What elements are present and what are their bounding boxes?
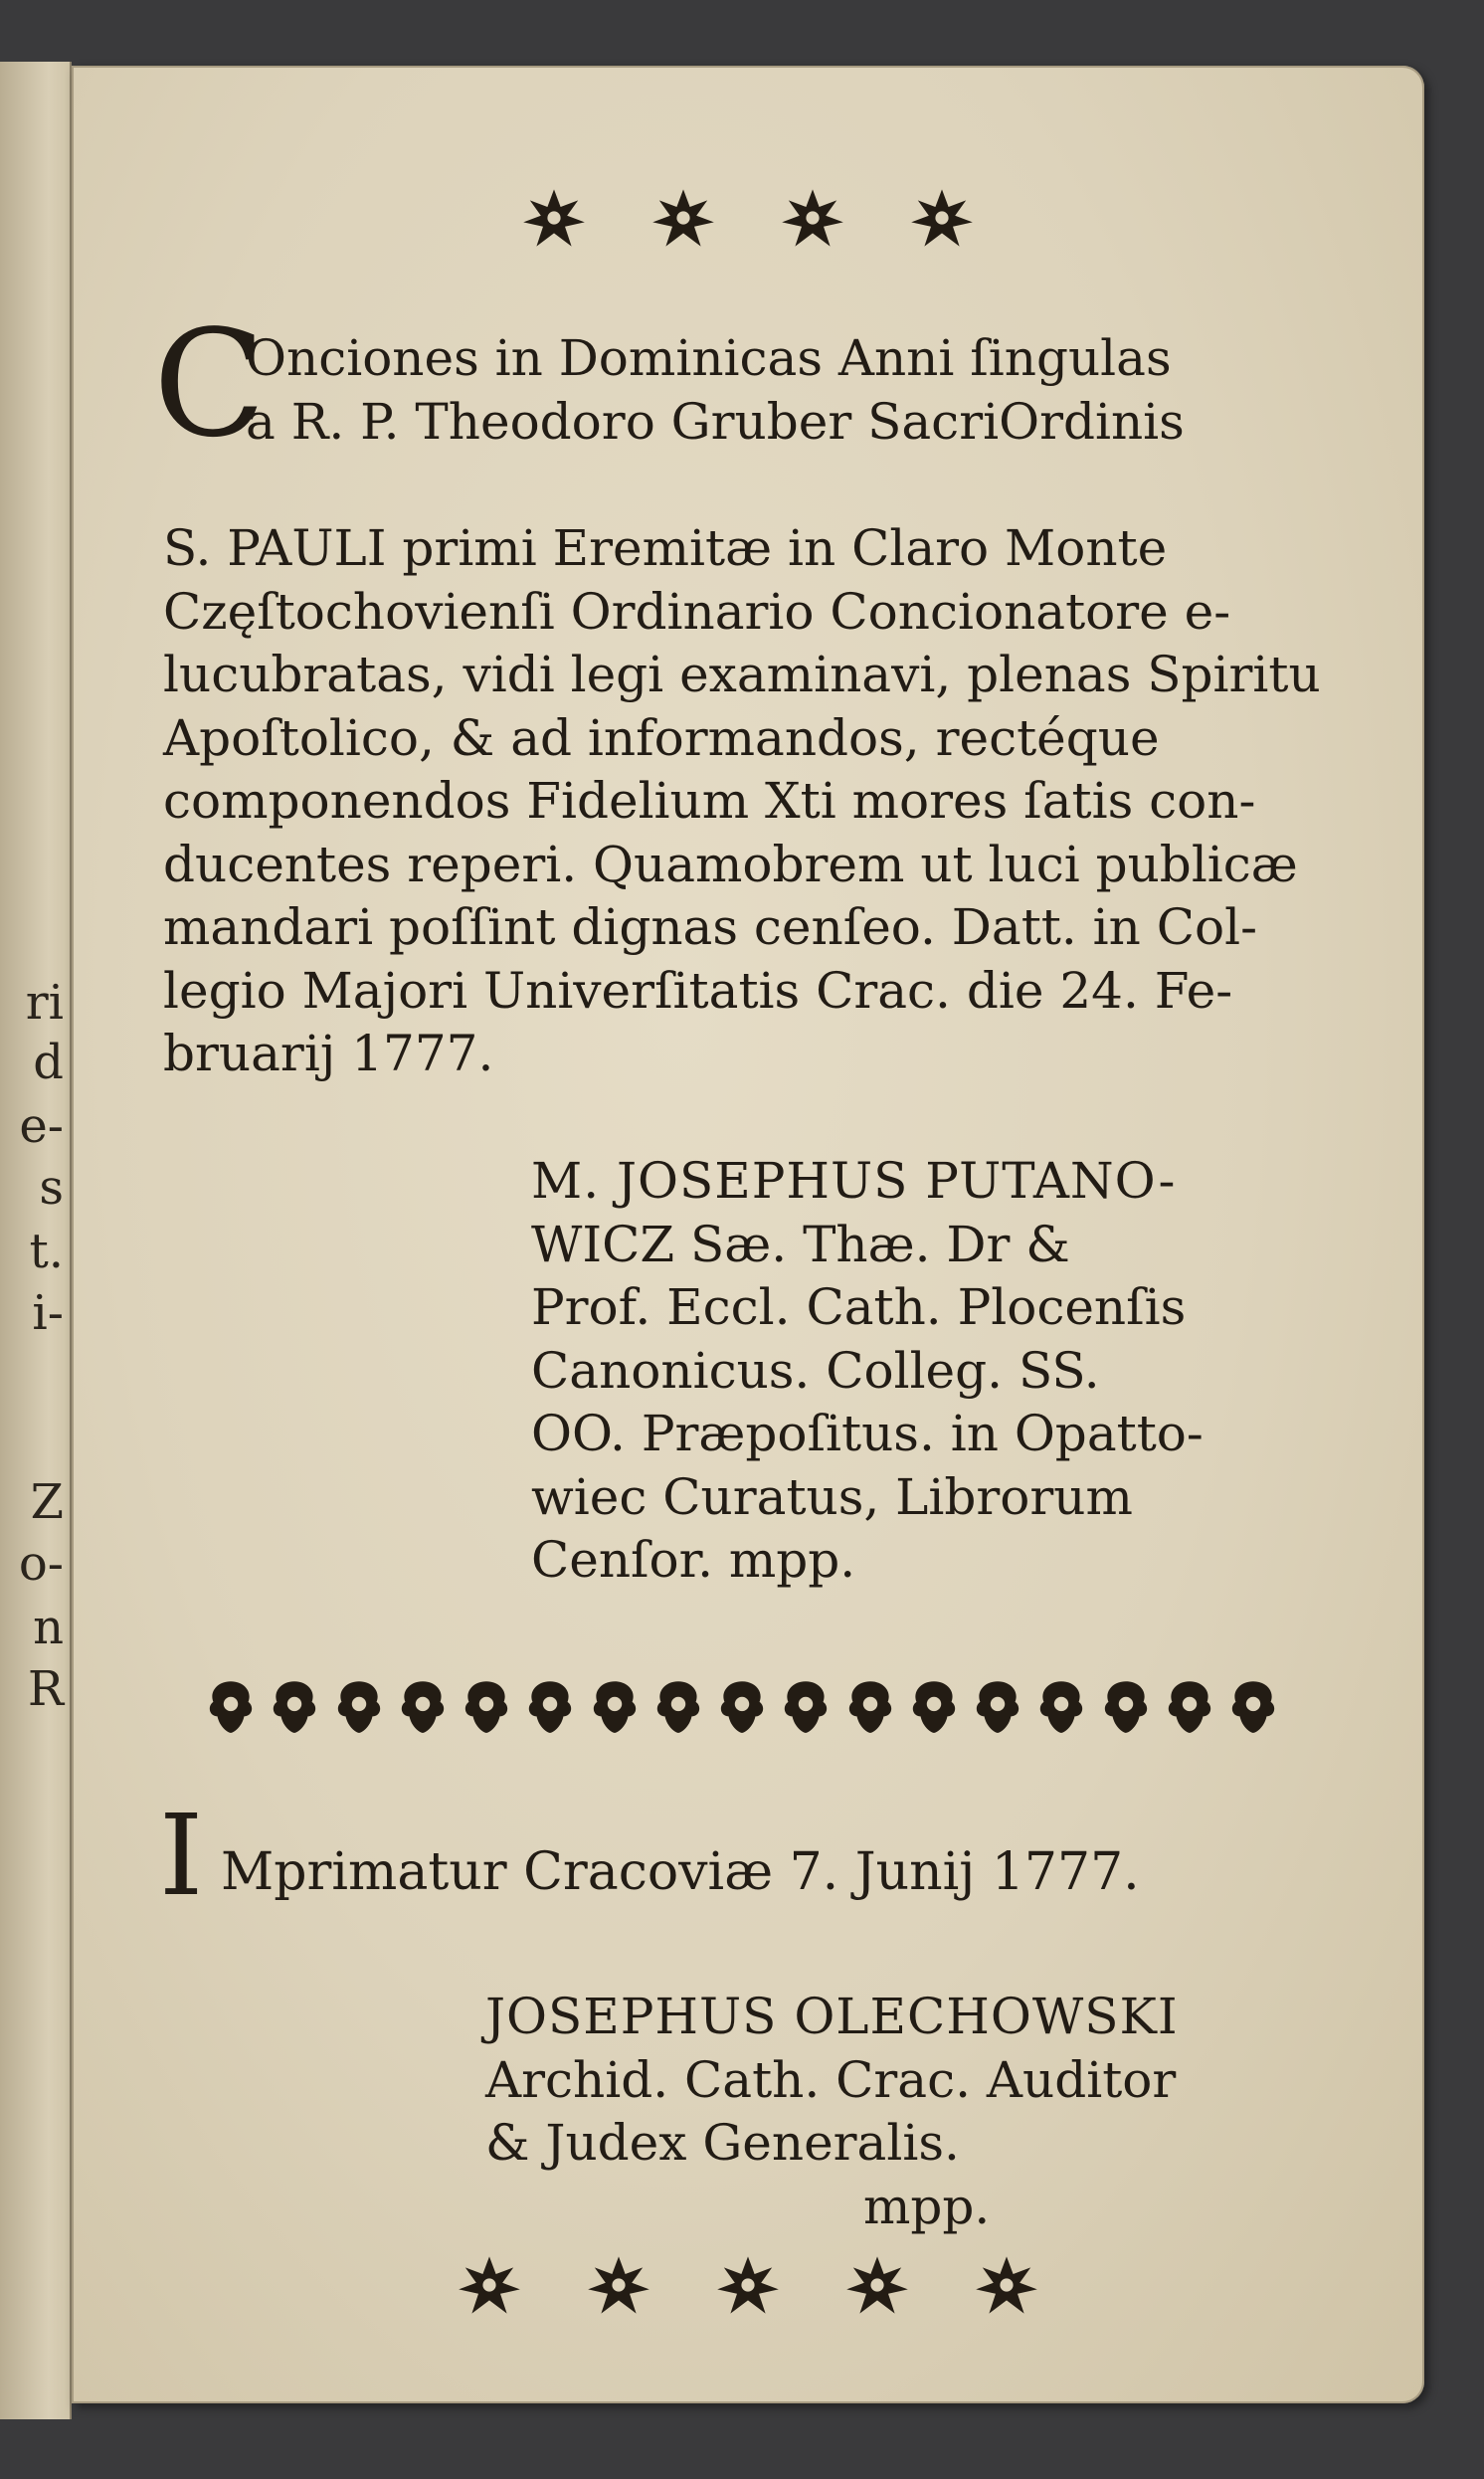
vine-ornament-icon — [333, 1675, 385, 1737]
fleuron-ornament-icon — [780, 185, 845, 251]
facing-page-fragment: n — [33, 1600, 64, 1655]
text-line: componendos Fidelium Xti mores ſatis con- — [163, 772, 1256, 830]
vine-ornament-icon — [972, 1675, 1023, 1737]
text-line: mpp. — [863, 2177, 991, 2235]
text-line: & Judex Generalis. — [485, 2114, 960, 2172]
fleuron-ornament-icon — [457, 2252, 522, 2318]
facing-page-fragment: s — [39, 1160, 64, 1216]
text-line: lucubratas, vidi legi examinavi, plenas Spiritu — [163, 646, 1321, 703]
facing-page-fragment: o- — [18, 1536, 64, 1592]
vine-ornament-icon — [589, 1675, 641, 1737]
text-line: a R. P. Theodoro Gruber SacriOrdinis — [246, 393, 1185, 451]
facing-page-fragment: d — [33, 1035, 64, 1090]
bottom-ornament-row — [72, 2252, 1424, 2318]
fleuron-ornament-icon — [521, 185, 587, 251]
vine-ornament-icon — [397, 1675, 449, 1737]
text-line: ducentes reperi. Quamobrem ut luci publicæ — [163, 835, 1298, 893]
drop-cap-initial: C — [153, 298, 267, 470]
vine-ornament-icon — [205, 1675, 257, 1737]
text-line: legio Majori Univerſitatis Crac. die 24. Fe- — [163, 961, 1233, 1020]
vine-ornament-icon — [461, 1675, 512, 1737]
facing-page-fragment: t. — [29, 1224, 64, 1279]
facing-page-fragment: R — [27, 1661, 64, 1717]
text-line: JOSEPHUS OLECHOWSKI — [485, 1988, 1179, 2045]
facing-page-fragment: i- — [32, 1285, 64, 1341]
text-line: S. PAULI primi Eremitæ in Claro Monte — [163, 519, 1168, 577]
censura-opening — [246, 326, 1350, 454]
text-line: Prof. Eccl. Cath. Plocenſis — [531, 1278, 1187, 1336]
vine-ornament-icon — [524, 1675, 576, 1737]
vine-ornament-icon — [1227, 1675, 1279, 1737]
decorative-vine-border — [205, 1675, 1279, 1737]
vine-ornament-icon — [908, 1675, 960, 1737]
text-line: Onciones in Dominicas Anni ſingulas — [246, 329, 1172, 387]
facing-page-fragment: e- — [19, 1098, 64, 1154]
text-line: mandari poſſint dignas cenſeo. Datt. in Col- — [163, 898, 1257, 956]
vine-ornament-icon — [652, 1675, 704, 1737]
fleuron-ornament-icon — [586, 2252, 651, 2318]
facing-page-fragment: ri — [25, 975, 64, 1031]
fleuron-ornament-icon — [844, 2252, 910, 2318]
vine-ornament-icon — [269, 1675, 320, 1737]
text-line: Archid. Cath. Crac. Auditor — [485, 2050, 1177, 2109]
vine-ornament-icon — [1100, 1675, 1152, 1737]
text-line: Canonicus. Colleg. SS. — [531, 1341, 1100, 1400]
imprimatur-line: Mprimatur Cracoviæ 7. Junij 1777. — [221, 1842, 1140, 1902]
text-line: M. JOSEPHUS PUTANO- — [531, 1152, 1177, 1210]
text-line: wiec Curatus, Librorum — [531, 1467, 1133, 1526]
vine-ornament-icon — [716, 1675, 768, 1737]
censor-signature-block — [531, 1150, 1349, 1593]
fleuron-ornament-icon — [974, 2252, 1039, 2318]
auditor-signature-block — [485, 1986, 1353, 2238]
vine-ornament-icon — [1164, 1675, 1215, 1737]
facing-page-edge — [0, 62, 72, 2419]
text-line: OO. Præpoſitus. in Opatto- — [531, 1405, 1204, 1462]
censura-body — [163, 517, 1355, 1086]
fleuron-ornament-icon — [715, 2252, 781, 2318]
vine-ornament-icon — [780, 1675, 832, 1737]
top-ornament-row — [72, 185, 1424, 251]
imprimatur-initial: I — [159, 1792, 204, 1921]
vine-ornament-icon — [1035, 1675, 1087, 1737]
text-line: bruarij 1777. — [163, 1025, 494, 1082]
text-line: Apoſtolico, & ad informandos, rectéque — [163, 708, 1160, 767]
book-page — [72, 66, 1424, 2403]
text-line: Cenſor. mpp. — [531, 1531, 856, 1589]
vine-ornament-icon — [844, 1675, 896, 1737]
facing-page-fragment: Z — [30, 1474, 64, 1530]
text-line: WICZ Sæ. Thæ. Dr & — [531, 1215, 1070, 1273]
fleuron-ornament-icon — [909, 185, 975, 251]
fleuron-ornament-icon — [650, 185, 716, 251]
text-line: Częſtochovienſi Ordinario Concionatore e- — [163, 582, 1231, 641]
